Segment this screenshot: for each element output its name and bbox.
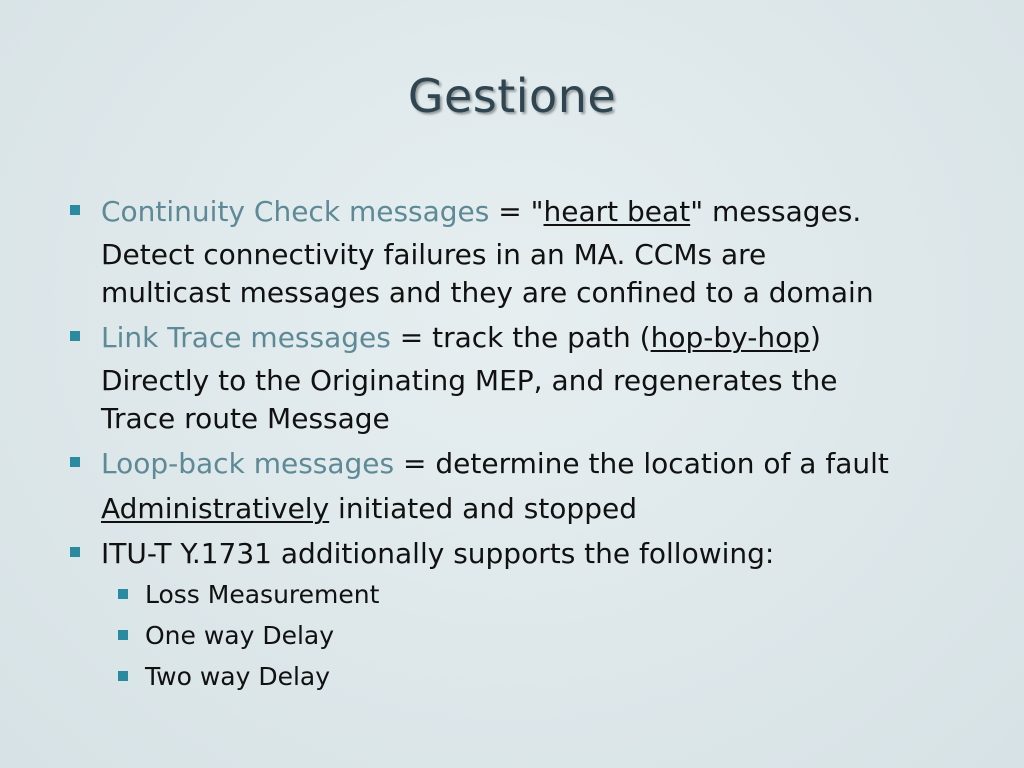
term-loop-back: Loop-back messages — [101, 447, 395, 480]
detail-line: Detect connectivity failures in an MA. CCMs are — [101, 238, 767, 271]
underlined-hop-by-hop: hop-by-hop — [650, 321, 810, 354]
item-heading — [101, 192, 988, 232]
term-rest: ) — [809, 321, 821, 354]
term-link-trace: Link Trace messages — [101, 321, 391, 354]
list-item-continuity-check — [68, 192, 988, 312]
list-item-itu-t — [68, 534, 988, 574]
detail-line: multicast messages and they are confined to a domain — [101, 276, 874, 309]
square-bullet-icon — [118, 589, 128, 599]
detail-line: Trace route Message — [101, 402, 390, 435]
square-bullet-icon — [70, 457, 80, 467]
square-bullet-icon — [118, 630, 128, 640]
underlined-heart-beat: heart beat — [543, 195, 691, 228]
term-rest: " messages. — [690, 195, 862, 228]
item-detail — [101, 236, 988, 312]
item-heading: ITU-T Y.1731 additionally supports the following: — [101, 537, 775, 570]
square-bullet-icon — [70, 331, 80, 341]
slide-title: Gestione — [407, 69, 617, 123]
square-bullet-icon — [70, 205, 80, 215]
list-item-loop-back — [68, 444, 988, 528]
sub-item-one-way-delay — [68, 615, 988, 656]
square-bullet-icon — [70, 547, 80, 557]
term-continuity-check: Continuity Check messages — [101, 195, 490, 228]
underlined-administratively: Administratively — [101, 492, 330, 525]
sub-item-label: Two way Delay — [145, 662, 331, 691]
term-equals: = " — [489, 195, 544, 228]
detail-line: Directly to the Originating MEP, and regenerates the — [101, 364, 838, 397]
sub-item-label: Loss Measurement — [145, 580, 380, 609]
item-heading — [101, 318, 988, 358]
square-bullet-icon — [118, 671, 128, 681]
sub-item-two-way-delay — [68, 656, 988, 697]
detail-rest: initiated and stopped — [329, 492, 637, 525]
sub-item-label: One way Delay — [145, 621, 335, 650]
bullet-list — [68, 192, 988, 697]
item-detail — [101, 362, 988, 438]
term-equals: = determine the location of a fault — [394, 447, 889, 480]
sub-item-loss-measurement — [68, 574, 988, 615]
term-equals: = track the path ( — [390, 321, 651, 354]
detail-line — [101, 490, 988, 528]
item-heading — [101, 444, 988, 484]
item-detail — [101, 490, 988, 528]
list-item-link-trace — [68, 318, 988, 438]
